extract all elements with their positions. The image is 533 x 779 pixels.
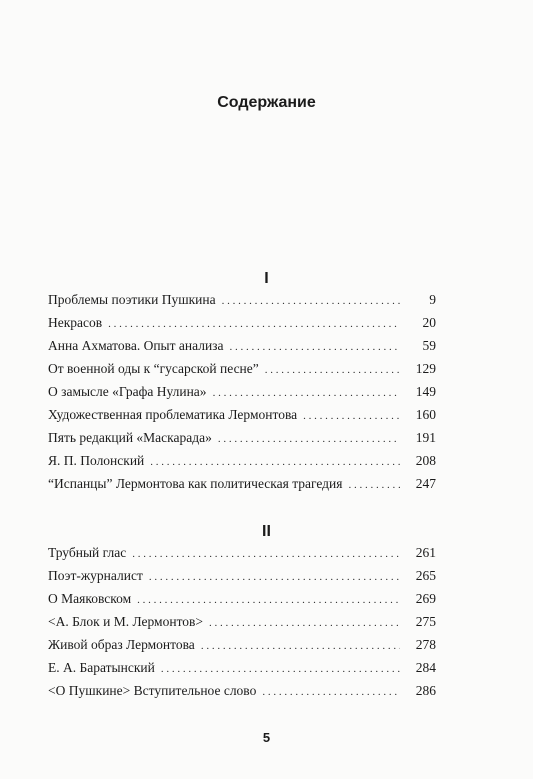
toc-entry-title: Я. П. Полонский	[48, 453, 145, 468]
toc-entry-page: 129	[415, 361, 436, 376]
dot-leader	[218, 433, 400, 445]
dot-leader	[262, 686, 400, 698]
toc-entry	[48, 683, 436, 706]
toc-entry	[48, 430, 436, 453]
dot-leader	[222, 295, 400, 307]
toc-entry-title: Проблемы поэтики Пушкина	[48, 292, 216, 307]
toc-entry-title: Пять редакций «Маскарада»	[48, 430, 212, 445]
toc-entry-page: 20	[422, 315, 436, 330]
dot-leader	[213, 387, 400, 399]
toc-entry-title: Живой образ Лермонтова	[48, 637, 195, 652]
toc-entry	[48, 361, 436, 384]
page-title: Содержание	[217, 94, 316, 111]
dot-leader	[150, 456, 400, 468]
dot-leader	[348, 479, 400, 491]
toc-entry	[48, 384, 436, 407]
toc-entry-title: Е. А. Баратынский	[48, 660, 155, 675]
toc-entry-page: 247	[415, 476, 436, 491]
section-heading-1: I	[264, 270, 269, 287]
toc-entry-title: О Маяковском	[48, 591, 132, 606]
toc-entry-page: 284	[415, 660, 436, 675]
toc-entry-page: 286	[415, 683, 436, 698]
toc-section-2	[48, 545, 436, 706]
toc-entry-page: 208	[415, 453, 436, 468]
toc-entry-page: 59	[422, 338, 436, 353]
toc-entry-page: 191	[415, 430, 436, 445]
dot-leader	[137, 594, 400, 606]
dot-leader	[303, 410, 400, 422]
dot-leader	[149, 571, 400, 583]
toc-entry	[48, 545, 436, 568]
toc-entry	[48, 338, 436, 361]
dot-leader	[108, 318, 400, 330]
toc-entry-page: 149	[415, 384, 436, 399]
toc-entry	[48, 453, 436, 476]
toc-entry-title: <А. Блок и М. Лермонтов>	[48, 614, 204, 629]
toc-entry-title: О замысле «Графа Нулина»	[48, 384, 207, 399]
toc-entry-page: 160	[415, 407, 436, 422]
toc-entry-page: 275	[415, 614, 436, 629]
toc-entry-page: 269	[415, 591, 436, 606]
toc-entry	[48, 637, 436, 660]
toc-entry	[48, 315, 436, 338]
toc-entry-page: 278	[415, 637, 436, 652]
toc-entry-title: Некрасов	[48, 315, 103, 330]
dot-leader	[161, 663, 400, 675]
toc-entry	[48, 660, 436, 683]
toc-entry	[48, 614, 436, 637]
toc-entry-title: Трубный глас	[48, 545, 127, 560]
dot-leader	[201, 640, 400, 652]
section-heading-2: II	[262, 523, 271, 540]
toc-entry-title: Поэт-журналист	[48, 568, 143, 583]
dot-leader	[209, 617, 400, 629]
toc-entry-page: 9	[429, 292, 436, 307]
page-number: 5	[262, 730, 271, 745]
toc-entry-title: От военной оды к “гусарской песне”	[48, 361, 259, 376]
toc-entry	[48, 292, 436, 315]
toc-entry	[48, 568, 436, 591]
toc-entry-title: “Испанцы” Лермонтова как политическая трагедия	[48, 476, 343, 491]
dot-leader	[230, 341, 401, 353]
toc-entry-title: <О Пушкине> Вступительное слово	[48, 683, 257, 698]
toc-section-1	[48, 292, 436, 499]
toc-entry	[48, 407, 436, 430]
dot-leader	[132, 548, 400, 560]
toc-entry	[48, 591, 436, 614]
toc-entry-title: Анна Ахматова. Опыт анализа	[48, 338, 224, 353]
toc-entry	[48, 476, 436, 499]
toc-entry-title: Художественная проблематика Лермонтова	[48, 407, 298, 422]
toc-entry-page: 261	[415, 545, 436, 560]
toc-entry-page: 265	[415, 568, 436, 583]
dot-leader	[265, 364, 400, 376]
